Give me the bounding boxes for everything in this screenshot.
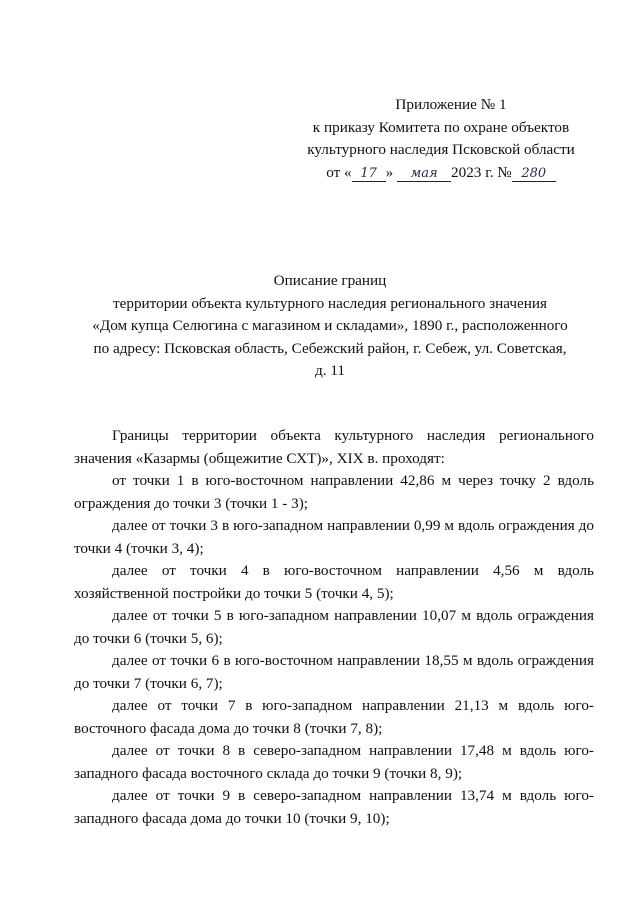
title-line-2: территории объекта культурного наследия регионального значения [112, 294, 548, 312]
boundary-segment: далее от точки 4 в юго-восточном направлении 4,56 м вдоль хозяйственной постройки до точки 5 (точки 4, 5); [74, 562, 594, 602]
document-body [74, 425, 594, 830]
year-text: 2023 г. № [451, 163, 512, 181]
annex-order-line: к приказу Комитета по охране объектов [312, 118, 570, 136]
handwritten-order-number: 280 [512, 166, 556, 182]
annex-title: Приложение № 1 [395, 96, 507, 113]
handwritten-day: 17 [352, 166, 386, 182]
date-prefix: от « [326, 163, 352, 181]
boundary-segment: от точки 1 в юго-восточном направлении 42,86 м через точку 2 вдоль ограждения до точки 3 (точки 1 - 3); [74, 472, 594, 512]
title-line-1: Описание границ [273, 272, 387, 289]
handwritten-month: мая [397, 166, 451, 182]
boundary-segment: далее от точки 3 в юго-западном направлении 0,99 м вдоль ограждения до точки 4 (точки 3, 4); [74, 517, 594, 557]
title-line-3: «Дом купца Селюгина с магазином и складами», 1890 г., расположенного [92, 317, 568, 334]
date-mid: » [385, 163, 394, 181]
intro-paragraph: Границы территории объекта культурного наследия регионального значения «Казармы (общежитие СХТ)», XIX в. проходят: [74, 427, 594, 467]
annex-date-line [296, 162, 586, 185]
title-line-4: по адресу: Псковская область, Себежский район, г. Себеж, ул. Советская, [93, 339, 567, 357]
document-title [60, 270, 600, 383]
boundary-segment: далее от точки 7 в юго-западном направлении 21,13 м вдоль юго-восточного фасада дома до точки 8 (точки 7, 8); [74, 697, 594, 737]
title-line-5: д. 11 [315, 362, 345, 379]
boundary-segment: далее от точки 6 в юго-восточном направлении 18,55 м вдоль ограждения до точки 7 (точки 6, 7); [74, 652, 594, 692]
annex-header [296, 94, 586, 184]
boundary-segment: далее от точки 8 в северо-западном направлении 17,48 м вдоль юго-западного фасада восточного склада до точки 9 (точки 8, 9); [74, 742, 594, 782]
boundary-segment: далее от точки 5 в юго-западном направлении 10,07 м вдоль ограждения до точки 6 (точки 5, 6); [74, 607, 594, 647]
boundary-segment: далее от точки 9 в северо-западном направлении 13,74 м вдоль юго-западного фасада дома до точки 10 (точки 9, 10); [74, 787, 594, 827]
annex-committee-line: культурного наследия Псковской области [307, 141, 575, 158]
